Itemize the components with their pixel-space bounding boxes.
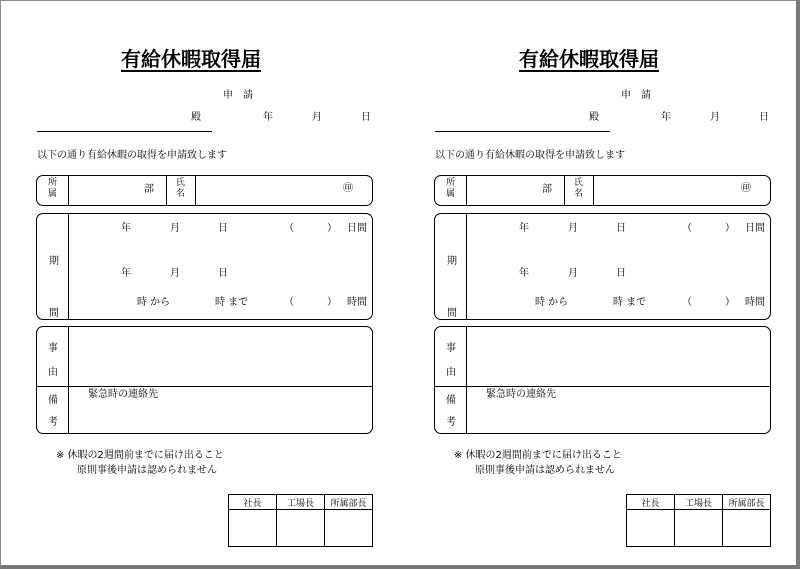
hour-from: 時 から xyxy=(137,297,171,308)
approval-cell xyxy=(277,510,325,547)
hour-to: 時 まで xyxy=(613,297,647,308)
period-label: 期間 xyxy=(447,256,457,319)
paren-close: ） xyxy=(327,223,337,234)
name-label: 氏名 xyxy=(176,178,186,199)
reason-remarks-box xyxy=(434,326,771,434)
form-title: 有給休暇取得届 xyxy=(121,47,261,71)
period-start-year: 年 xyxy=(519,223,529,234)
approval-table xyxy=(228,494,373,547)
form-title: 有給休暇取得届 xyxy=(519,47,659,71)
intro-text: 以下の通り有給休暇の取得を申請致します xyxy=(435,150,625,161)
addressee-suffix: 殿 xyxy=(191,112,201,123)
seal-mark: ㊞ xyxy=(741,183,751,194)
approval-president: 社長 xyxy=(229,495,277,510)
approval-cell xyxy=(675,510,723,547)
approval-plant-manager: 工場長 xyxy=(277,495,325,510)
paren-open-2: （ xyxy=(682,297,692,308)
approval-cell xyxy=(627,510,675,547)
note-1: ※ 休暇の2週間前までに届け出ること xyxy=(56,450,224,461)
approval-cell xyxy=(723,510,771,547)
hours-unit: 時間 xyxy=(745,297,765,308)
approval-table xyxy=(626,494,771,547)
leave-form-left xyxy=(1,1,381,561)
days-unit: 日間 xyxy=(347,223,367,234)
days-unit: 日間 xyxy=(745,223,765,234)
period-start-month: 月 xyxy=(568,223,578,234)
period-end-year: 年 xyxy=(519,268,529,279)
approval-president: 社長 xyxy=(627,495,675,510)
note-2: 原則事後申請は認められません xyxy=(77,465,217,476)
period-end-month: 月 xyxy=(170,268,180,279)
period-start-year: 年 xyxy=(121,223,131,234)
paren-open: （ xyxy=(682,223,692,234)
seal-mark: ㊞ xyxy=(343,183,353,194)
paren-close: ） xyxy=(725,223,735,234)
emergency-contact: 緊急時の連絡先 xyxy=(486,389,556,400)
paren-close-2: ） xyxy=(327,297,337,308)
paren-open: （ xyxy=(284,223,294,234)
addressee-line xyxy=(435,131,610,132)
period-end-day: 日 xyxy=(616,268,626,279)
addressee-suffix: 殿 xyxy=(589,112,599,123)
emergency-contact: 緊急時の連絡先 xyxy=(88,389,158,400)
note-1: ※ 休暇の2週間前までに届け出ること xyxy=(454,450,622,461)
period-box xyxy=(434,213,771,320)
period-start-day: 日 xyxy=(218,223,228,234)
dept-name-box xyxy=(36,175,373,206)
note-2: 原則事後申請は認められません xyxy=(475,465,615,476)
apply-label: 申 請 xyxy=(621,90,651,101)
date-month: 月 xyxy=(710,112,720,123)
hour-to: 時 まで xyxy=(215,297,249,308)
approval-cell xyxy=(325,510,373,547)
dept-label: 所属 xyxy=(446,178,456,199)
leave-form-right xyxy=(399,1,779,561)
approval-cell xyxy=(229,510,277,547)
date-day: 日 xyxy=(759,112,769,123)
reason-remarks-box xyxy=(36,326,373,434)
period-label: 期間 xyxy=(49,256,59,319)
date-day: 日 xyxy=(361,112,371,123)
date-year: 年 xyxy=(661,112,671,123)
period-end-month: 月 xyxy=(568,268,578,279)
dept-suffix: 部 xyxy=(144,184,154,195)
date-year: 年 xyxy=(263,112,273,123)
dept-name-box xyxy=(434,175,771,206)
period-start-day: 日 xyxy=(616,223,626,234)
addressee-line xyxy=(37,131,212,132)
paren-open-2: （ xyxy=(284,297,294,308)
name-label: 氏名 xyxy=(574,178,584,199)
date-month: 月 xyxy=(312,112,322,123)
dept-label: 所属 xyxy=(48,178,58,199)
approval-plant-manager: 工場長 xyxy=(675,495,723,510)
reason-label: 事由 xyxy=(48,343,58,378)
period-box xyxy=(36,213,373,320)
reason-label: 事由 xyxy=(446,343,456,378)
period-end-year: 年 xyxy=(121,268,131,279)
approval-dept-manager: 所属部長 xyxy=(723,495,771,510)
paren-close-2: ） xyxy=(725,297,735,308)
intro-text: 以下の通り有給休暇の取得を申請致します xyxy=(37,150,227,161)
period-end-day: 日 xyxy=(218,268,228,279)
hours-unit: 時間 xyxy=(347,297,367,308)
remarks-label: 備考 xyxy=(446,395,456,428)
apply-label: 申 請 xyxy=(223,90,253,101)
remarks-label: 備考 xyxy=(48,395,58,428)
dept-suffix: 部 xyxy=(542,184,552,195)
period-start-month: 月 xyxy=(170,223,180,234)
hour-from: 時 から xyxy=(535,297,569,308)
approval-dept-manager: 所属部長 xyxy=(325,495,373,510)
